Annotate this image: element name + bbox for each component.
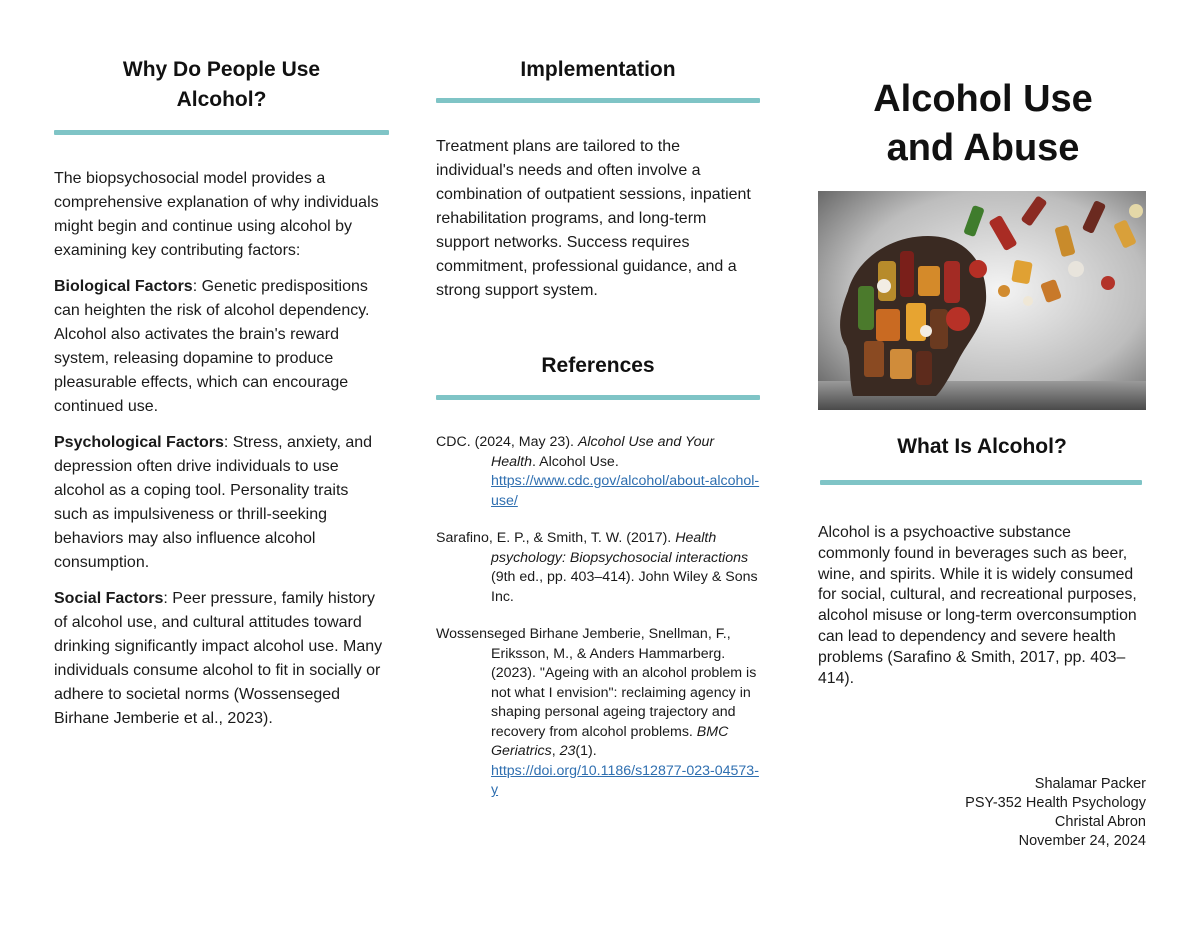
psychological-factors-label: Psychological Factors xyxy=(54,434,224,451)
brochure-title: Alcohol Use and Abuse xyxy=(873,78,1093,169)
references-list xyxy=(436,433,760,819)
social-factors-paragraph xyxy=(54,587,386,731)
author-credits xyxy=(818,775,1146,851)
why-intro: The biopsychosocial model provides a comprehensive explanation of why individuals might begin and continue using alcohol by examining key contributing factors: xyxy=(54,170,379,259)
implementation-heading: Implementation xyxy=(520,58,676,81)
reference-wossenseged: Wossenseged Birhane Jemberie, Snellman, F., Eriksson, M., & Anders Hammarberg. (2023). "Ageing with an alcohol problem is not what I envision": reclaiming agency in shaping personal ageing trajectory and recovery from alcohol problems. BMC Geriatrics, 23(1). https://doi.org/10.1186/s12877-023-04573-y xyxy=(436,626,759,798)
reference-cdc-link[interactable]: https://www.cdc.gov/alcohol/about-alcohol-use/ xyxy=(491,473,760,509)
instructor-name: Christal Abron xyxy=(1054,814,1146,830)
biological-factors-paragraph xyxy=(54,275,386,419)
psychological-factors-text: : Stress, anxiety, and depression often drive individuals to use alcohol as a coping tool. Personality traits such as impulsiveness or thrill-seeking behaviors may also influence alcohol consumption. xyxy=(54,434,373,571)
what-heading: What Is Alcohol? xyxy=(897,435,1067,458)
reference-cdc: CDC. (2024, May 23). Alcohol Use and Your Health. Alcohol Use. https://www.cdc.gov/alcohol/about-alcohol-use/ xyxy=(436,434,760,509)
references-rule xyxy=(436,395,760,400)
course-name: PSY-352 Health Psychology xyxy=(965,795,1146,811)
head-of-bottles-image xyxy=(818,191,1146,410)
references-heading: References xyxy=(541,354,655,377)
implementation-text: Treatment plans are tailored to the individual's needs and often involve a combination of outpatient sessions, inpatient rehabilitation programs, and long-term support networks. Success requires commitment, professional guidance, and a strong support system. xyxy=(436,138,751,299)
implementation-rule xyxy=(436,98,760,103)
why-heading-rule xyxy=(54,130,389,135)
submission-date: November 24, 2024 xyxy=(1018,833,1146,849)
social-factors-text: : Peer pressure, family history of alcohol use, and cultural attitudes toward drinking significantly impact alcohol use. Many individuals consume alcohol to fit in socially or adhere to societal norms (Wossenseged Birhane Jemberie et al., 2023). xyxy=(54,590,383,727)
biological-factors-label: Biological Factors xyxy=(54,278,193,295)
psychological-factors-paragraph xyxy=(54,431,386,575)
author-name: Shalamar Packer xyxy=(1034,776,1146,792)
reference-sarafino: Sarafino, E. P., & Smith, T. W. (2017). Health psychology: Biopsychosocial interactions (9th ed., pp. 403–414). John Wiley & Sons Inc. xyxy=(436,530,758,605)
what-text: Alcohol is a psychoactive substance commonly found in beverages such as beer, wine, and spirits. While it is widely consumed for social, cultural, and recreational purposes, alcohol misuse or long-term overconsumption can lead to dependency and severe health problems (Sarafino & Smith, 2017, pp. 403–414). xyxy=(818,524,1137,687)
what-heading-rule xyxy=(820,480,1142,485)
biological-factors-text: : Genetic predispositions can heighten the risk of alcohol dependency. Alcohol also activates the brain's reward system, releasing dopamine to produce pleasurable effects, which can encourage continued use. xyxy=(54,278,370,415)
why-heading: Why Do People Use Alcohol? xyxy=(122,58,321,111)
social-factors-label: Social Factors xyxy=(54,590,164,607)
reference-wossenseged-link[interactable]: https://doi.org/10.1186/s12877-023-04573-y xyxy=(491,762,759,798)
